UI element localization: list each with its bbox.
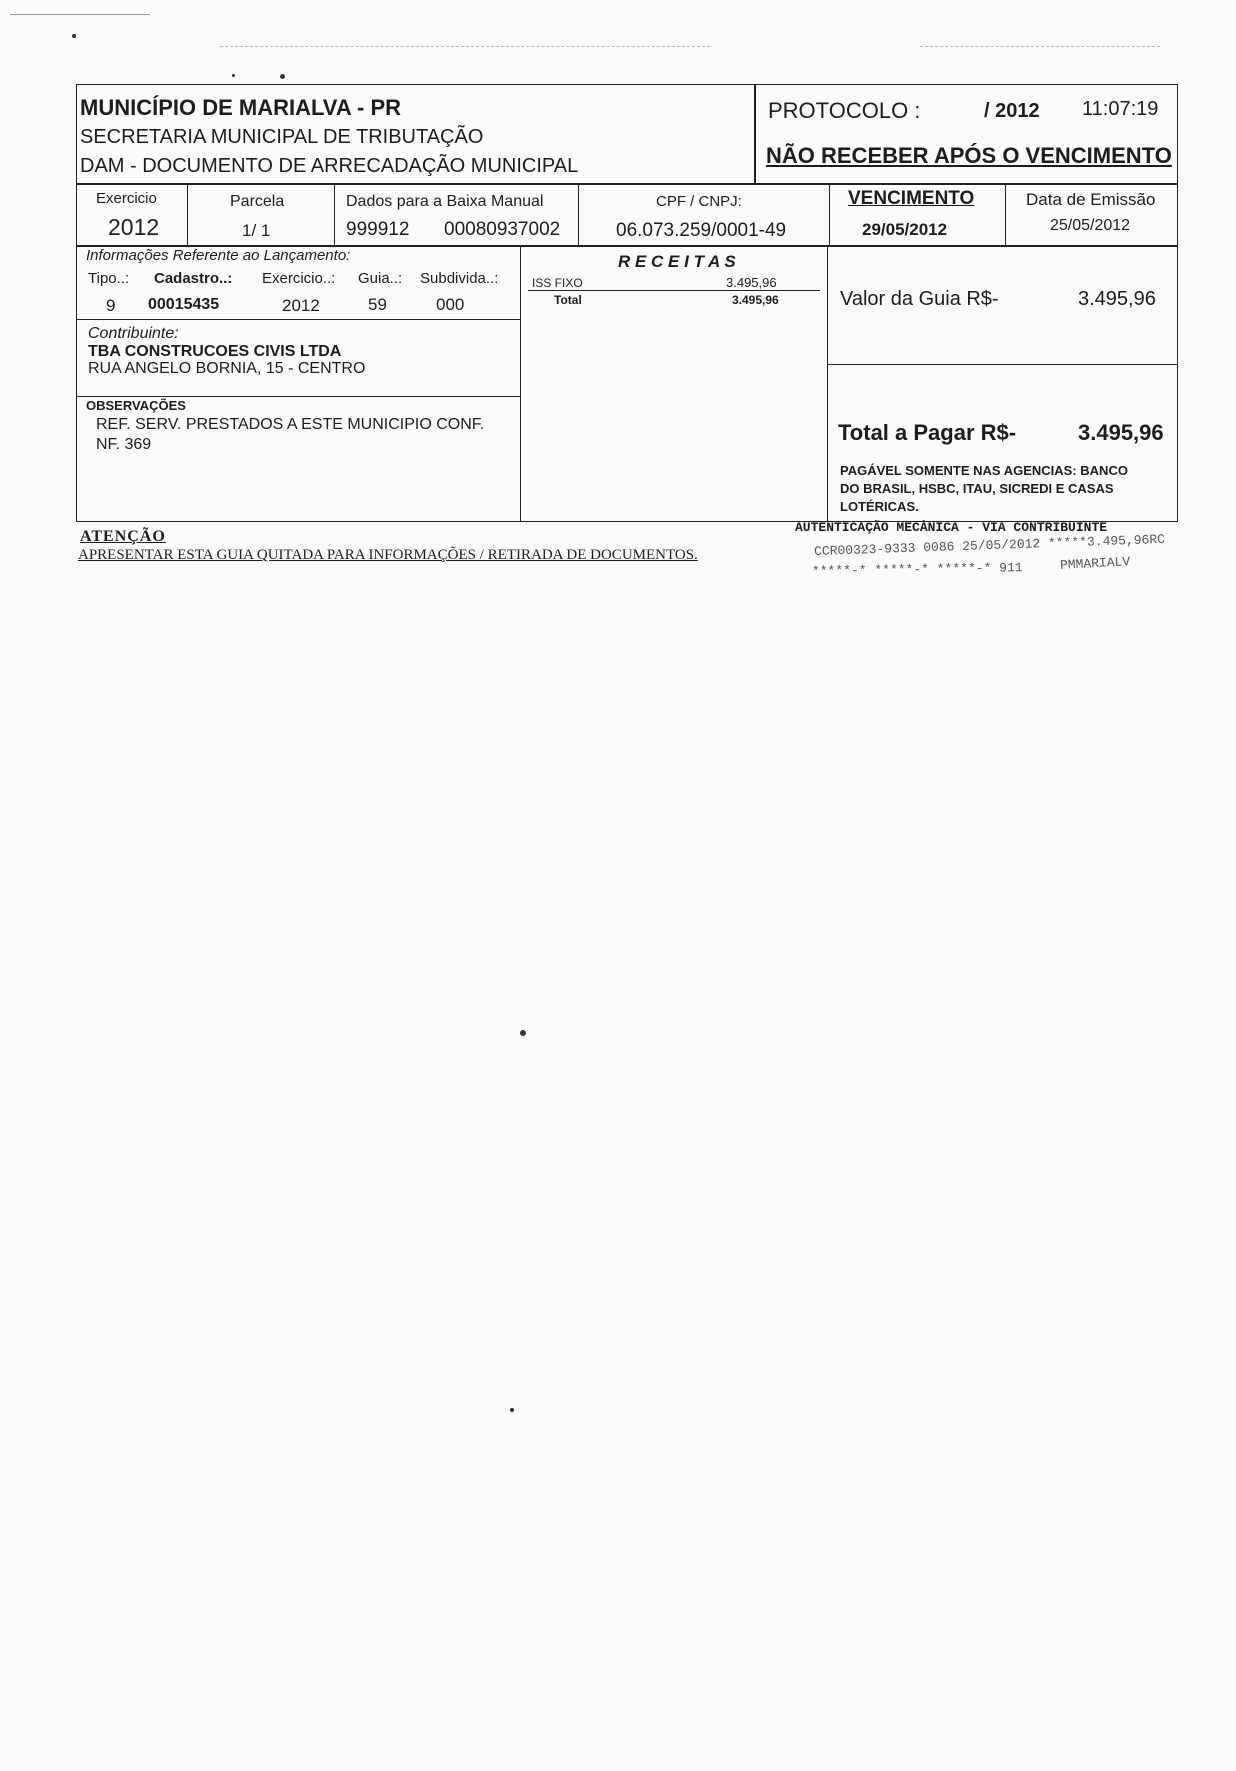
expiry-warning: NÃO RECEBER APÓS O VENCIMENTO — [766, 143, 1172, 168]
guia-label: Guia..: — [358, 270, 403, 287]
subdivida-label: Subdivida..: — [420, 270, 499, 287]
receita-total-value: 3.495,96 — [732, 293, 779, 307]
tipo-label: Tipo..: — [88, 270, 130, 287]
observacoes-label: OBSERVAÇÕES — [86, 398, 186, 413]
receitas-underline — [528, 290, 820, 291]
divider — [76, 396, 520, 397]
receita-total-name: Total — [554, 293, 582, 307]
exercicio-lanc-label: Exercicio..: — [262, 270, 336, 287]
department-name: SECRETARIA MUNICIPAL DE TRIBUTAÇÃO — [80, 126, 484, 148]
exercicio-label: Exercicio — [96, 190, 157, 207]
stamp-city: PMMARIALV — [1059, 554, 1131, 573]
baixa-label: Dados para a Baixa Manual — [346, 193, 544, 210]
baixa-code2: 00080937002 — [444, 219, 561, 240]
total-value: 3.495,96 — [1078, 420, 1164, 445]
stamp-line1: CCR00323-9333 0086 25/05/2012 *****3.495,96RC — [813, 531, 1166, 560]
scan-speck — [280, 74, 285, 79]
receitas-title: R E C E I T A S — [618, 252, 736, 271]
cadastro-label: Cadastro..: — [154, 270, 233, 287]
vencimento-value: 29/05/2012 — [862, 220, 948, 239]
divider — [520, 245, 521, 522]
divider — [1005, 183, 1006, 247]
scan-speck — [520, 1030, 526, 1036]
lancamento-title: Informações Referente ao Lançamento: — [86, 247, 351, 264]
valor-guia-value: 3.495,96 — [1078, 288, 1156, 310]
protocol-year: / 2012 — [984, 100, 1040, 122]
vencimento-label: VENCIMENTO — [848, 188, 975, 209]
contribuinte-label: Contribuinte: — [88, 325, 179, 342]
parcela-label: Parcela — [230, 193, 285, 210]
divider — [829, 183, 830, 247]
divider — [334, 183, 335, 247]
observacoes-line1: REF. SERV. PRESTADOS A ESTE MUNICIPIO CONF. — [96, 416, 485, 433]
divider — [827, 245, 828, 522]
scan-artifact-dash — [920, 46, 1160, 47]
municipality-title: MUNICÍPIO DE MARIALVA - PR — [80, 95, 402, 120]
contribuinte-address: RUA ANGELO BORNIA, 15 - CENTRO — [88, 360, 366, 377]
guia-value: 59 — [368, 295, 387, 314]
baixa-code1: 999912 — [346, 219, 410, 240]
pagavel-line1: PAGÁVEL SOMENTE NAS AGENCIAS: BANCO — [840, 463, 1128, 478]
receita-name: ISS FIXO — [532, 276, 583, 290]
stamp-line2: *****-* *****-* *****-* 911 — [811, 560, 1023, 579]
exercicio-value: 2012 — [108, 214, 160, 240]
document-type: DAM - DOCUMENTO DE ARRECADAÇÃO MUNICIPAL — [80, 155, 579, 177]
parcela-value: 1/ 1 — [242, 221, 271, 240]
autenticacao-title: AUTENTICAÇÃO MECÂNICA - VIA CONTRIBUINTE — [795, 520, 1108, 535]
contribuinte-name: TBA CONSTRUCOES CIVIS LTDA — [88, 343, 342, 360]
receita-value: 3.495,96 — [726, 275, 777, 290]
exercicio-lanc-value: 2012 — [282, 296, 320, 315]
divider — [827, 364, 1178, 365]
pagavel-line2: DO BRASIL, HSBC, ITAU, SICREDI E CASAS — [840, 481, 1114, 496]
emissao-label: Data de Emissão — [1026, 190, 1156, 209]
protocol-label: PROTOCOLO : — [768, 98, 921, 123]
divider — [187, 183, 188, 247]
scan-speck — [510, 1408, 514, 1412]
emissao-value: 25/05/2012 — [1050, 217, 1131, 234]
cpf-value: 06.073.259/0001-49 — [616, 220, 787, 241]
scan-speck — [232, 74, 235, 77]
scan-artifact-line — [10, 14, 150, 15]
cadastro-value: 00015435 — [148, 296, 220, 313]
divider — [578, 183, 579, 247]
atencao-label: ATENÇÃO — [80, 528, 166, 545]
total-label: Total a Pagar R$- — [838, 420, 1017, 445]
valor-guia-label: Valor da Guia R$- — [840, 288, 999, 310]
scan-artifact-dash — [220, 46, 710, 47]
protocol-time: 11:07:19 — [1082, 98, 1159, 120]
scan-speck — [72, 34, 76, 38]
cpf-label: CPF / CNPJ: — [656, 193, 742, 210]
subdivida-value: 000 — [436, 295, 465, 314]
pagavel-line3: LOTÉRICAS. — [840, 499, 919, 514]
instruction-text: APRESENTAR ESTA GUIA QUITADA PARA INFORMAÇÕES / RETIRADA DE DOCUMENTOS. — [78, 547, 698, 563]
observacoes-line2: NF. 369 — [96, 436, 152, 453]
tipo-value: 9 — [106, 296, 116, 315]
divider — [76, 319, 520, 320]
